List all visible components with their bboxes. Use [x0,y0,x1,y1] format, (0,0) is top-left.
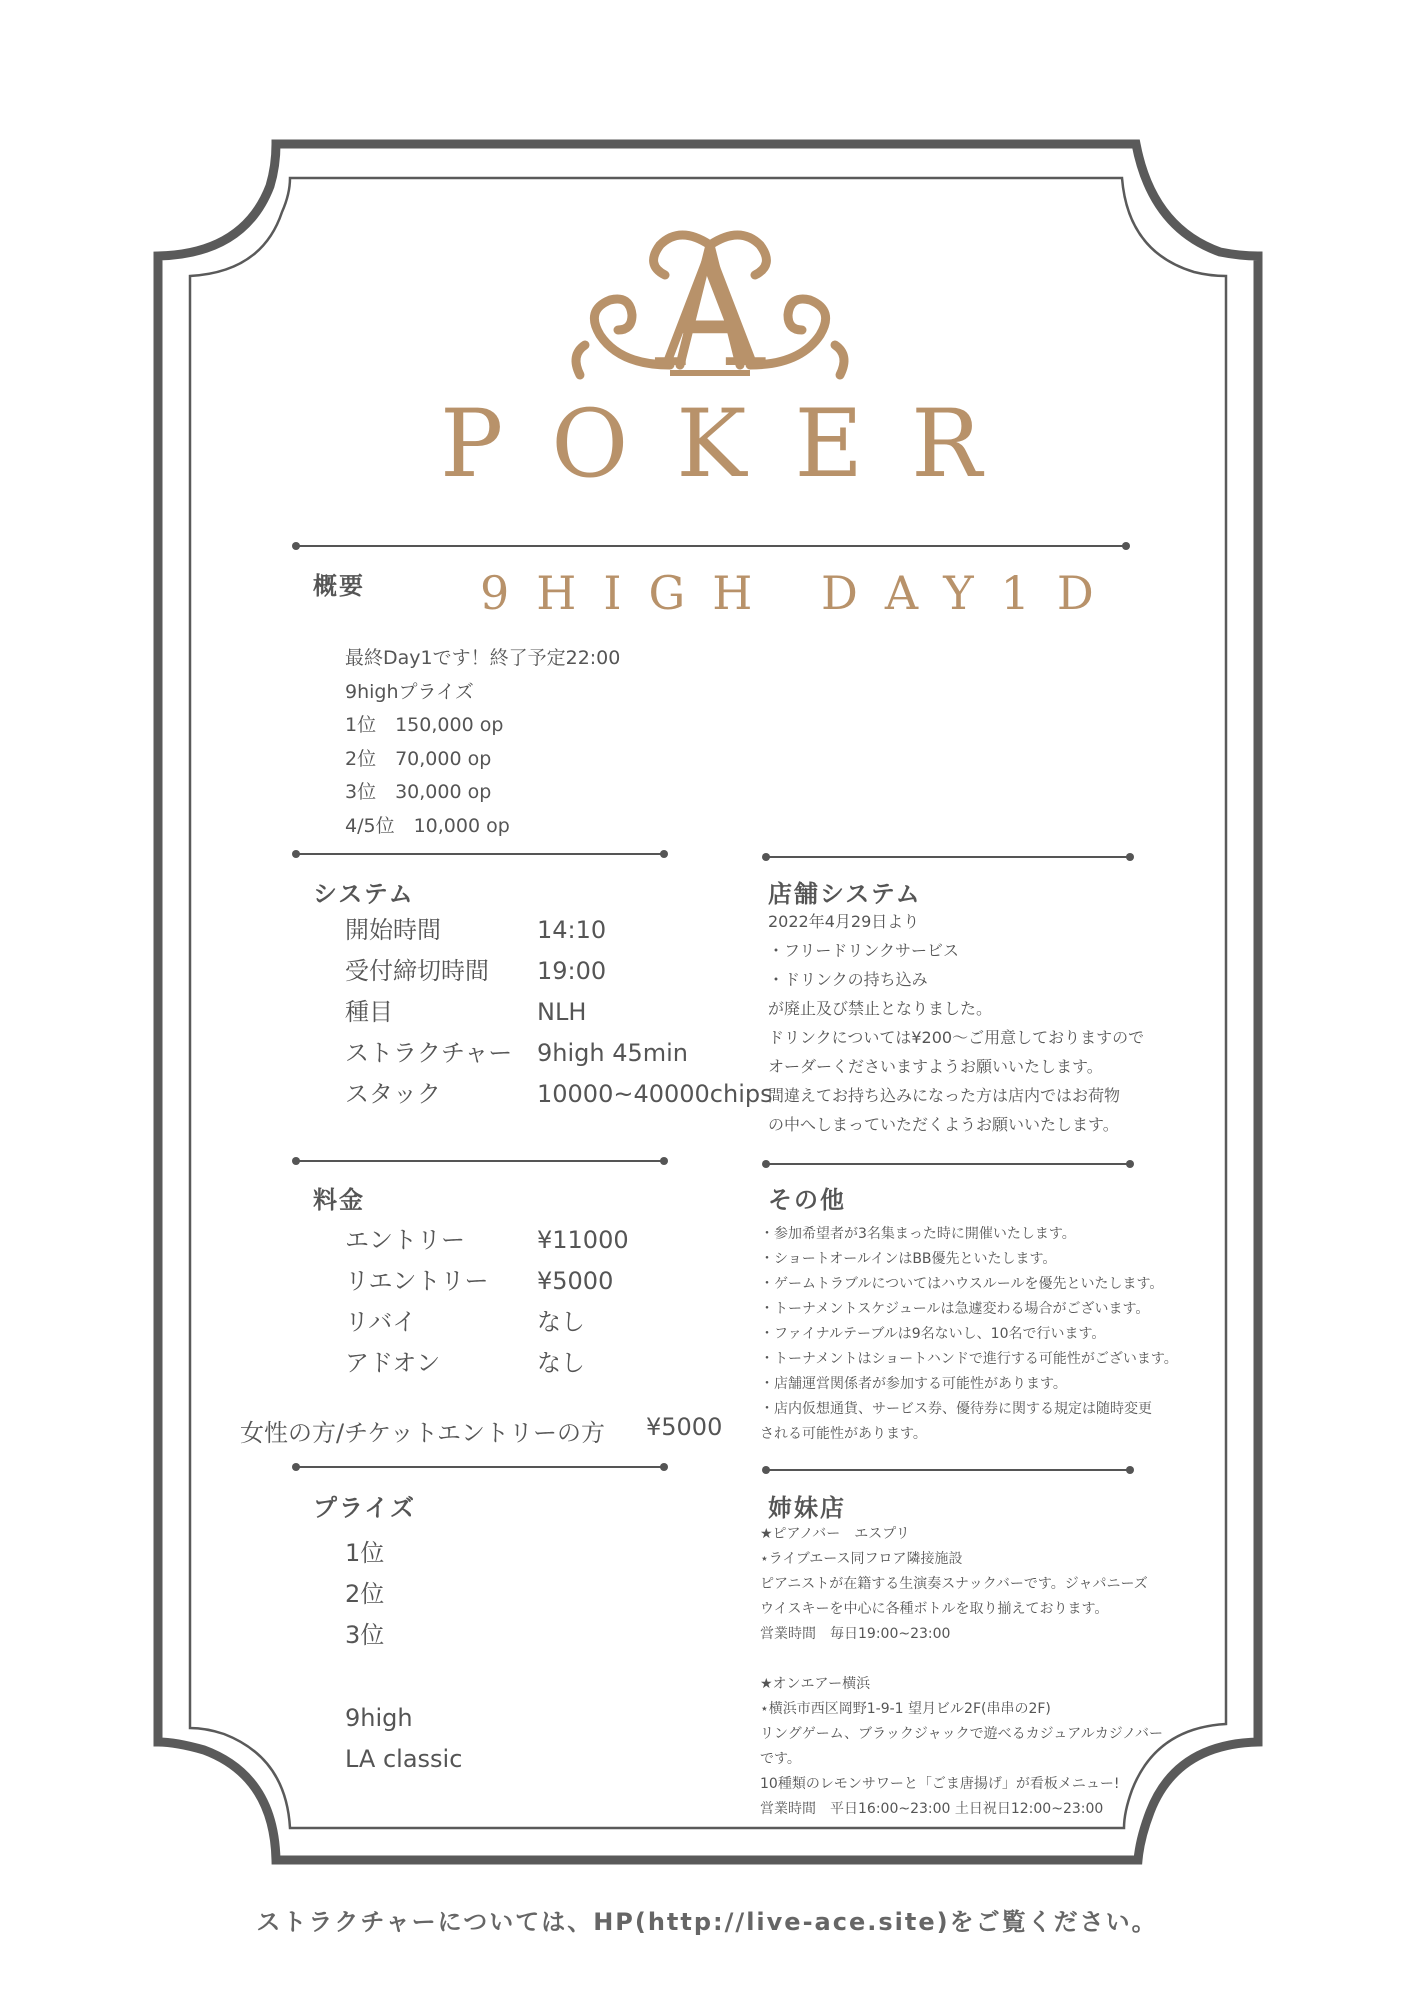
other-line: ・店舗運営関係者が参加する可能性があります。 [760,1376,1067,1392]
store-system-text [768,907,1144,1139]
fee-value: ¥11000 [537,1226,629,1254]
store-line: 間違えてお持ち込みになった方は店内ではお荷物 [768,1086,1121,1105]
system-label: 受付締切時間 [345,957,489,985]
sister-line: リングゲーム、ブラックジャックで遊べるカジュアルカジノバー [760,1726,1164,1742]
system-value: 14:10 [537,916,607,944]
system-value: NLH [537,998,587,1026]
divider-right-other [766,1163,1130,1165]
other-line: ・店内仮想通貨、サービス券、優待券に関する規定は随時変更 [760,1401,1152,1417]
system-label: 開始時間 [345,916,441,944]
system-row [345,910,773,951]
overview-line: 最終Day1です！終了予定22:00 [345,647,621,669]
system-value: 10000~40000chips [537,1080,773,1108]
sister-heading: 姉妹店 [768,1494,846,1522]
sister-line: 営業時間 毎日19:00~23:00 [760,1626,951,1642]
fees-heading: 料金 [313,1186,365,1214]
store-line: が廃止及び禁止となりました。 [768,999,993,1018]
fees-table [345,1220,629,1384]
prize-place: 3位 [345,1621,385,1649]
other-line: ・ショートオールインはBB優先といたします。 [760,1251,1057,1267]
fee-label: リバイ [345,1308,417,1336]
prize-places [345,1533,384,1656]
prize-place: 2位 [345,1580,385,1608]
prize-place: 1位 [345,1539,385,1567]
sister-line: ピアニストが在籍する生演奏スナックバーです。ジャパニーズ [760,1576,1148,1592]
prize-extra [345,1698,462,1780]
divider-left-prizes [296,1466,664,1468]
prizes-heading: プライズ [313,1494,417,1522]
overview-line: 3位 30,000 op [345,781,492,803]
system-row [345,1074,773,1115]
fee-value: なし [537,1308,585,1336]
system-label: ストラクチャー [345,1039,513,1067]
fee-label: アドオン [345,1349,441,1377]
other-heading: その他 [768,1186,846,1214]
store-line: ・フリードリンクサービス [768,941,960,960]
overview-text [345,642,620,843]
store-line: ドリンクについては¥200〜ご用意しておりますので [768,1028,1145,1047]
store-line: の中へしまっていただくようお願いいたします。 [768,1115,1119,1134]
system-heading: システム [313,880,415,908]
overview-line: 2位 70,000 op [345,747,492,770]
divider-right-sister [766,1469,1130,1471]
logo-emblem [560,215,860,390]
other-line: ・トーナメントスケジュールは急遽変わる場合がございます。 [760,1301,1150,1317]
fee-label: リエントリー [345,1267,489,1295]
system-value: 9high 45min [537,1039,689,1067]
special-entry-value: ¥5000 [646,1413,723,1441]
sister-line: ★ピアノバー エスプリ [760,1526,910,1542]
system-row [345,1033,773,1074]
event-title: 9HIGH DAY1D [480,566,1121,620]
sister-line: ⋆ライブエース同フロア隣接施設 [760,1551,963,1567]
sister-line: です。 [760,1751,801,1767]
sister-line: ⋆横浜市西区岡野1-9-1 望月ビル2F(串串の2F) [760,1701,1051,1717]
divider-right-store [766,856,1130,858]
divider-left-system [296,853,664,855]
system-table [345,910,773,1115]
other-text [760,1222,1178,1447]
divider-left-fees [296,1160,664,1162]
fee-row [345,1220,629,1261]
footer-note: ストラクチャーについては、HP(http://live-ace.site)をご覧ください。 [256,1908,1158,1936]
system-label: スタック [345,1080,441,1108]
fee-row [345,1302,629,1343]
system-row [345,951,773,992]
logo-letter: A [655,227,765,390]
prize-extra-item: LA classic [345,1745,463,1773]
overview-heading: 概要 [313,572,365,600]
fee-row [345,1261,629,1302]
sister-line: 10種類のレモンサワーと「ごま唐揚げ」が看板メニュー! [760,1776,1120,1792]
store-line: ・ドリンクの持ち込み [768,970,928,989]
sister-line [760,1647,1163,1672]
overview-line: 1位 150,000 op [345,714,504,736]
other-line: ・参加希望者が3名集まった時に開催いたします。 [760,1226,1076,1242]
fee-row [345,1343,629,1384]
store-system-heading: 店舗システム [768,880,922,908]
overview-line: 9highプライズ [345,680,474,703]
special-entry-label: 女性の方/チケットエントリーの方 [240,1419,605,1447]
sister-line: 営業時間 平日16:00~23:00 土日祝日12:00~23:00 [760,1801,1104,1817]
fee-value: ¥5000 [537,1267,614,1295]
fee-value: なし [537,1349,585,1377]
prize-extra-item: 9high [345,1704,413,1732]
fee-label: エントリー [345,1226,465,1254]
other-line: ・ファイナルテーブルは9名ないし、10名で行います。 [760,1326,1106,1342]
other-line: ・ゲームトラブルについてはハウスルールを優先といたします。 [760,1276,1164,1292]
system-value: 19:00 [537,957,607,985]
divider-top [296,545,1126,547]
system-label: 種目 [345,998,393,1026]
store-line: オーダーくださいますようお願いいたします。 [768,1057,1103,1076]
sister-text [760,1522,1163,1822]
other-line: ・トーナメントはショートハンドで進行する可能性がございます。 [760,1351,1178,1367]
poker-wordmark: POKER [440,390,1030,499]
store-line: 2022年4月29日より [768,912,920,931]
sister-line: ★オンエアー横浜 [760,1676,871,1692]
system-row [345,992,773,1033]
other-line: される可能性があります。 [760,1426,927,1442]
sister-line: ウイスキーを中心に各種ボトルを取り揃えております。 [760,1601,1109,1617]
overview-line: 4/5位 10,000 op [345,814,510,837]
